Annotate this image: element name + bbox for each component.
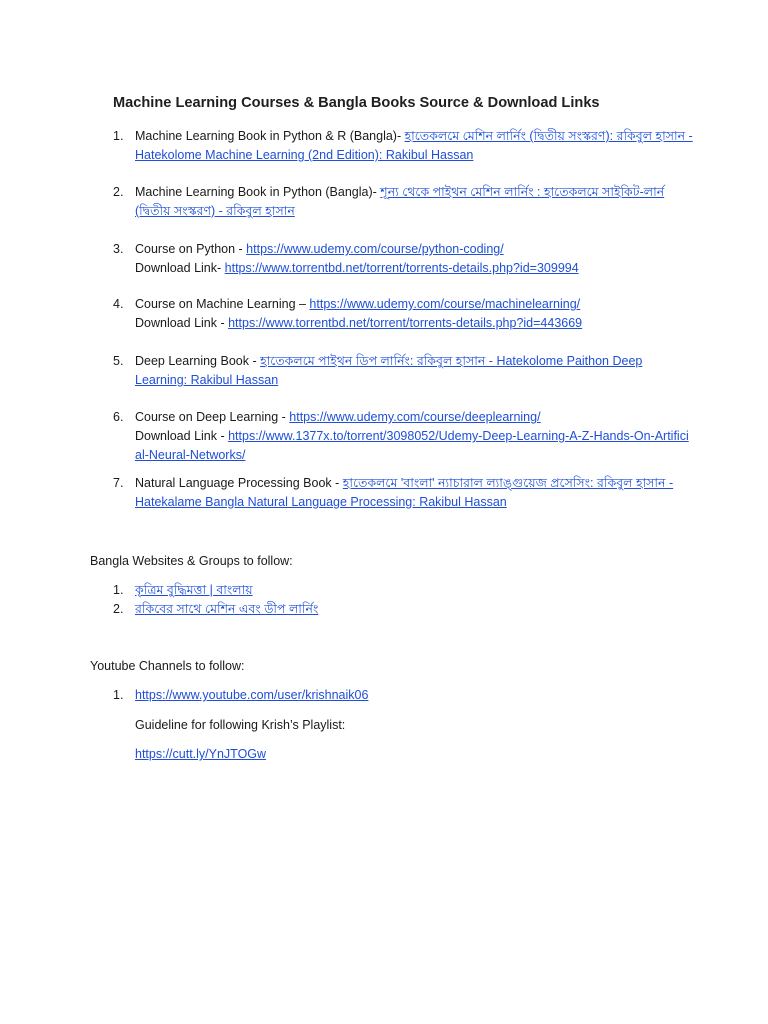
download-label: Download Link - <box>135 429 229 443</box>
youtube-channel-link[interactable]: https://www.youtube.com/user/krishnaik06 <box>135 688 369 702</box>
list-item <box>113 240 693 278</box>
download-link[interactable]: https://www.torrentbd.net/torrent/torrents-details.php?id=443669 <box>228 316 583 330</box>
list-number: 1. <box>113 583 124 597</box>
item-text: Machine Learning Book in Python (Bangla)- <box>135 185 381 199</box>
download-label: Download Link- <box>135 261 225 275</box>
item-text: Machine Learning Book in Python & R (Bangla)- <box>135 129 405 143</box>
list-number: 2. <box>113 602 124 616</box>
list-number: 1. <box>113 129 124 143</box>
list-item <box>113 686 693 705</box>
download-link[interactable]: https://www.torrentbd.net/torrent/torrents-details.php?id=309994 <box>224 261 579 275</box>
list-number: 4. <box>113 297 124 311</box>
book-link[interactable]: হাতেকলমে মেশিন লার্নিং (দ্বিতীয় সংস্করণ): রকিবুল হাসান - Hatekolome Machine Learning (2nd Edition): Rakibul Hassan <box>135 129 693 162</box>
book-link[interactable]: হাতেকলমে পাইথন ডিপ লার্নিং: রকিবুল হাসান - Hatekolome Paithon Deep Learning: Rakibul Hassan <box>135 354 643 387</box>
item-text: Deep Learning Book - <box>135 354 261 368</box>
group-link[interactable]: রকিবের সাথে মেশিন এবং ডীপ লার্নিং <box>135 602 319 616</box>
list-item <box>113 408 693 465</box>
list-number: 7. <box>113 476 124 490</box>
list-item <box>113 183 693 221</box>
list-number: 2. <box>113 185 124 199</box>
guideline-link[interactable]: https://cutt.ly/YnJTOGw <box>135 747 267 761</box>
item-text: Course on Deep Learning - <box>135 410 290 424</box>
list-item <box>113 600 693 619</box>
list-number: 1. <box>113 688 124 702</box>
list-number: 6. <box>113 410 124 424</box>
bangla-websites-heading: Bangla Websites & Groups to follow: <box>90 554 293 568</box>
list-number: 3. <box>113 242 124 256</box>
guideline-text: Guideline for following Krish’s Playlist: <box>135 718 346 732</box>
course-link[interactable]: https://www.udemy.com/course/deeplearning/ <box>289 410 541 424</box>
list-item <box>113 127 693 165</box>
course-link[interactable]: https://www.udemy.com/course/machinelearning/ <box>309 297 581 311</box>
book-link[interactable]: শূন্য থেকে পাইথন মেশিন লার্নিং : হাতেকলমে সাইকিট-লার্ন (দ্বিতীয় সংস্করণ) - রকিবুল হাসান <box>135 185 665 218</box>
item-text: Course on Machine Learning – <box>135 297 310 311</box>
list-item <box>113 295 693 333</box>
youtube-channels-heading: Youtube Channels to follow: <box>90 659 245 673</box>
page-title: Machine Learning Courses & Bangla Books Source & Download Links <box>113 95 600 111</box>
download-label: Download Link - <box>135 316 229 330</box>
list-number: 5. <box>113 354 124 368</box>
list-item <box>113 352 693 390</box>
book-link[interactable]: হাতেকলমে 'বাংলা' ন্যাচারাল ল্যাঙ্গুয়েজ প্রসেসিং: রকিবুল হাসান - Hatekalame Bangla Natural Language Processing: Rakibul Hassan <box>135 476 674 509</box>
list-item <box>113 581 693 600</box>
course-link[interactable]: https://www.udemy.com/course/python-coding/ <box>246 242 504 256</box>
item-text: Natural Language Processing Book - <box>135 476 343 490</box>
group-link[interactable]: কৃত্রিম বুদ্ধিমত্তা | বাংলায় <box>135 583 253 597</box>
list-item <box>113 474 693 512</box>
download-link[interactable]: https://www.1377x.to/torrent/3098052/Udemy-Deep-Learning-A-Z-Hands-On-Artificial-Neural-Networks/ <box>135 429 689 462</box>
item-text: Course on Python - <box>135 242 247 256</box>
